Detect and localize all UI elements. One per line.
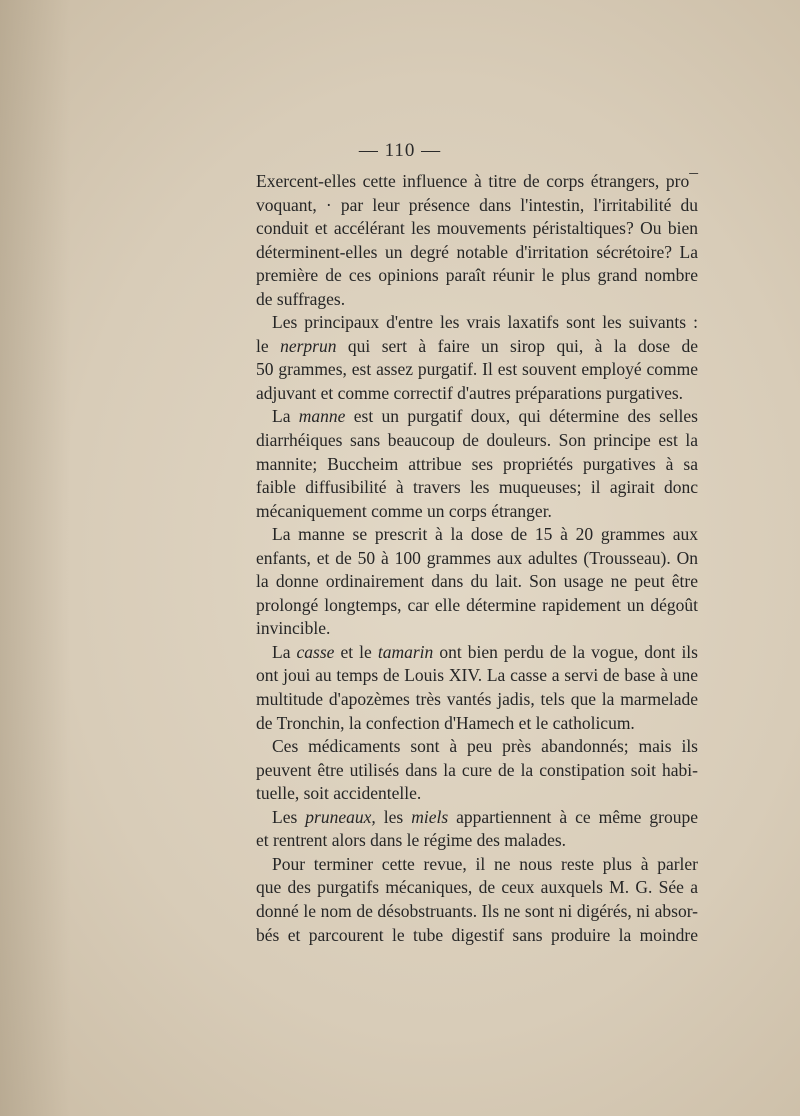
text-line: première de ces opinions paraît réunir le plus grand nombre	[256, 265, 698, 286]
text-line: adjuvant et comme correctif d'autres préparations purgatives.	[256, 382, 684, 403]
text-line: mécaniquement comme un corps étranger.	[256, 500, 552, 521]
paragraph-8	[256, 853, 698, 947]
text-line: Pour terminer cette revue, il ne nous reste plus à parler	[272, 853, 698, 874]
italic-term-casse: casse	[296, 641, 335, 662]
italic-term-manne: manne	[298, 406, 346, 427]
text-line: que des purgatifs mécaniques, de ceux auxquels M. G. Sée a	[256, 877, 698, 898]
page-number: — 110 —	[358, 140, 442, 161]
text-line: voquant, · par leur présence dans l'intestin, l'irritabilité du	[256, 194, 698, 215]
text-line: de suffrages.	[256, 288, 346, 309]
paragraph-1	[256, 170, 698, 311]
text-line: mannite; Buccheim attribue ses propriétés purgatives à sa	[256, 453, 698, 474]
text-line: bés et parcourent le tube digestif sans produire la moindre	[256, 924, 698, 945]
page-edge-shadow	[0, 0, 70, 1116]
paragraph-5	[256, 641, 698, 735]
text-line-with-italic: Les pruneaux, les miels appartiennent à ce même groupe	[272, 806, 698, 827]
text-line: déterminent-elles un degré notable d'irritation sécrétoire? La	[256, 241, 698, 262]
paragraph-6	[256, 735, 698, 806]
paragraph-2	[256, 311, 698, 405]
text-line: la donne ordinairement dans du lait. Son usage ne peut être	[256, 571, 698, 592]
text-line: diarrhéiques sans beaucoup de douleurs. Son principe est la	[256, 430, 698, 451]
italic-term-tamarin: tamarin	[377, 641, 434, 662]
text-line: tuelle, soit accidentelle.	[256, 783, 422, 804]
text-line: peuvent être utilisés dans la cure de la constipation soit habi-	[256, 759, 698, 780]
paragraph-4	[256, 523, 698, 641]
paragraph-7	[256, 806, 698, 853]
text-line: et rentrent alors dans le régime des malades.	[256, 830, 567, 851]
text-line: Les principaux d'entre les vrais laxatifs sont les suivants :	[272, 312, 698, 333]
text-line: de Tronchin, la confection d'Hamech et le catholicum.	[256, 712, 635, 733]
text-line: 50 grammes, est assez purgatif. Il est souvent employé comme	[256, 359, 698, 380]
body-text	[256, 170, 698, 947]
italic-term-miels: miels	[411, 806, 449, 827]
italic-term-nerprun: nerprun	[280, 335, 337, 356]
text-line: La manne se prescrit à la dose de 15 à 20 grammes aux	[272, 524, 698, 545]
text-line: faible diffusibilité à travers les muqueuses; il agirait donc	[256, 477, 698, 498]
text-line: Ces médicaments sont à peu près abandonnés; mais ils	[272, 736, 698, 757]
paragraph-3	[256, 405, 698, 523]
text-line-with-italic: La manne est un purgatif doux, qui détermine des selles	[272, 406, 698, 427]
text-line: multitude d'apozèmes très vantés jadis, tels que la marmelade	[256, 689, 698, 710]
text-line: Exercent-elles cette influence à titre de corps étrangers, pro¯	[256, 171, 698, 191]
text-line: ont joui au temps de Louis XIV. La casse a servi de base à une	[256, 665, 698, 686]
text-line-with-italic: le nerprun qui sert à faire un sirop qui, à la dose de	[256, 335, 698, 356]
text-line: invincible.	[256, 618, 331, 639]
text-line: enfants, et de 50 à 100 grammes aux adultes (Trousseau). On	[256, 547, 698, 568]
text-line: donné le nom de désobstruants. Ils ne sont ni digérés, ni absor-	[256, 900, 698, 921]
text-line-with-italic: La casse et le tamarin ont bien perdu de la vogue, dont ils	[272, 641, 698, 662]
italic-term-pruneaux: pruneaux,	[305, 806, 376, 827]
text-line: prolongé longtemps, car elle détermine rapidement un dégoût	[256, 594, 698, 615]
text-line: conduit et accélérant les mouvements péristaltiques? Ou bien	[256, 218, 698, 239]
